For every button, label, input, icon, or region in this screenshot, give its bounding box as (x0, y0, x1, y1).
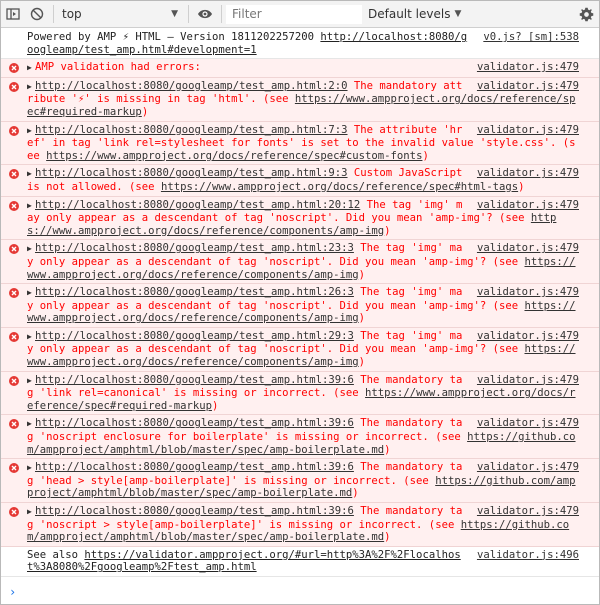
error-icon (9, 63, 19, 73)
error-icon (9, 419, 19, 429)
message-text: See also (27, 548, 85, 561)
console-toolbar (1, 1, 599, 28)
message-text-tail: ) (518, 180, 525, 193)
message-source-link[interactable]: validator.js:496 (476, 548, 579, 561)
error-icon (9, 376, 19, 386)
expand-triangle-icon[interactable]: ▶ (27, 63, 32, 73)
execution-context-label: top (62, 7, 82, 21)
message-text: The attribute 'href' in tag 'link rel=stylesheet for fonts' is set to the invalid value 'style.css'. (see (27, 123, 576, 162)
message-source-link[interactable]: validator.js:479 (476, 329, 579, 342)
expand-triangle-icon[interactable]: ▶ (27, 169, 32, 179)
docs-reference-link[interactable]: https://www.ampproject.org/docs/reference/spec#required-markup (27, 93, 576, 118)
error-location-link[interactable]: http://localhost:8080/googleamp/test_amp.html:23:3 (35, 242, 354, 255)
console-error-message[interactable] (1, 197, 599, 241)
docs-reference-link[interactable]: https://www.ampproject.org/docs/reference/components/amp-img (27, 299, 576, 325)
toolbar-divider (188, 5, 189, 23)
console-error-message[interactable] (1, 372, 599, 416)
message-source-link[interactable]: validator.js:479 (476, 461, 579, 474)
error-icon (9, 126, 19, 136)
message-source-link[interactable]: validator.js:479 (476, 286, 579, 299)
docs-reference-link[interactable]: https://www.ampproject.org/docs/reference/components/amp-img (27, 343, 576, 369)
filter-input[interactable] (226, 5, 362, 24)
error-location-link[interactable]: http://localhost:8080/googleamp/test_amp.html:2:0 (35, 79, 348, 92)
message-text: The mandatory attribute '⚡' is missing in tag 'html'. (see (27, 79, 463, 106)
chevron-down-icon: ▼ (171, 9, 178, 19)
console-error-message[interactable] (1, 415, 599, 459)
message-text-tail: ) (384, 224, 391, 237)
error-location-link[interactable]: http://localhost:8080/googleamp/test_amp.html:9:3 (35, 167, 348, 180)
message-text-tail: ) (352, 487, 359, 500)
toolbar-divider (53, 5, 54, 23)
message-url-link[interactable]: http://localhost:8080/googleamp/test_amp.html#development=1 (27, 31, 468, 56)
message-source-link[interactable]: validator.js:479 (476, 198, 579, 211)
chevron-down-icon: ▼ (454, 9, 462, 19)
log-levels-select[interactable] (368, 7, 461, 21)
console-see-also-message (1, 547, 599, 577)
message-text: The mandatory tag 'noscript enclosure for boilerplate' is missing or incorrect. (see (27, 417, 468, 444)
expand-triangle-icon[interactable]: ▶ (27, 331, 32, 341)
eye-icon (197, 8, 213, 20)
error-icon (9, 169, 19, 179)
error-location-link[interactable]: http://localhost:8080/googleamp/test_amp.html:39:6 (35, 373, 354, 386)
message-text-tail: ) (358, 356, 366, 369)
console-error-message[interactable] (1, 240, 599, 284)
console-error-message[interactable] (1, 78, 599, 122)
message-text: The tag 'img' may only appear as a descendant of tag 'noscript'. Did you mean 'amp-img'? (see (27, 242, 525, 268)
error-location-link[interactable]: http://localhost:8080/googleamp/test_amp.html:29:3 (35, 329, 354, 342)
message-source-link[interactable]: validator.js:479 (476, 61, 579, 74)
error-icon (9, 507, 19, 517)
log-levels-label: Default levels (368, 7, 451, 21)
expand-triangle-icon[interactable]: ▶ (27, 463, 32, 473)
error-icon (9, 82, 19, 92)
message-text: The tag 'img' may only appear as a descendant of tag 'noscript'. Did you mean 'amp-img'? (see (27, 329, 525, 356)
execution-context-select[interactable] (58, 4, 184, 24)
error-icon (9, 288, 19, 298)
error-location-link[interactable]: http://localhost:8080/googleamp/test_amp.html:39:6 (35, 505, 354, 517)
error-location-link[interactable]: http://localhost:8080/googleamp/test_amp.html:39:6 (35, 461, 354, 474)
message-text: The mandatory tag 'head > style[amp-boilerplate]' is missing or incorrect. (see (27, 461, 463, 487)
expand-triangle-icon[interactable]: ▶ (27, 81, 32, 91)
message-source-link[interactable]: validator.js:479 (476, 242, 579, 255)
error-icon (9, 332, 19, 342)
error-location-link[interactable]: http://localhost:8080/googleamp/test_amp.html:39:6 (35, 417, 354, 430)
expand-triangle-icon[interactable]: ▶ (27, 125, 32, 135)
message-source-link[interactable]: validator.js:479 (476, 79, 579, 92)
message-text: The mandatory tag 'noscript > style[amp-boilerplate]' is missing or incorrect. (see (27, 505, 463, 531)
live-expression-button[interactable] (193, 2, 217, 26)
console-info-message (1, 29, 599, 59)
message-text: Custom JavaScript is not allowed. (see (27, 167, 463, 193)
expand-triangle-icon[interactable]: ▶ (27, 288, 32, 298)
show-sidebar-button[interactable] (1, 2, 25, 26)
console-error-message[interactable] (1, 165, 599, 196)
message-text-tail: ) (358, 268, 366, 281)
gear-icon (579, 7, 594, 22)
prompt-chevron-icon: › (9, 585, 17, 599)
expand-triangle-icon[interactable]: ▶ (27, 244, 32, 254)
expand-triangle-icon[interactable]: ▶ (27, 507, 32, 516)
expand-triangle-icon[interactable]: ▶ (27, 375, 32, 385)
expand-triangle-icon[interactable]: ▶ (27, 419, 32, 429)
message-source-link[interactable]: validator.js:479 (476, 505, 579, 517)
error-message-list (1, 78, 599, 547)
error-icon (9, 463, 19, 473)
message-text-tail: ) (384, 443, 391, 456)
docs-reference-link[interactable]: https://www.ampproject.org/docs/reference/spec#required-markup (27, 387, 576, 412)
message-source-link[interactable]: v0.js? [sm]:538 (483, 31, 579, 43)
clear-block-icon (30, 7, 44, 21)
error-location-link[interactable]: http://localhost:8080/googleamp/test_amp.html:20:12 (35, 198, 361, 211)
message-text-tail: ) (422, 149, 429, 162)
message-source-link[interactable]: validator.js:479 (476, 123, 579, 136)
console-error-message[interactable] (1, 122, 599, 166)
clear-console-button[interactable] (25, 2, 49, 26)
console-error-message[interactable] (1, 459, 599, 503)
message-text: AMP validation had errors: (35, 61, 201, 74)
sidebar-toggle-icon (6, 7, 20, 21)
message-source-link[interactable]: validator.js:479 (476, 417, 579, 430)
message-text: The mandatory tag 'link rel=canonical' is missing or incorrect. (see (27, 373, 463, 400)
expand-triangle-icon[interactable]: ▶ (27, 200, 32, 210)
docs-reference-link[interactable]: https://github.com/ampproject/amphtml/blob/master/spec/amp-boilerplate.md (27, 431, 576, 456)
message-source-link[interactable]: validator.js:479 (476, 167, 579, 180)
docs-reference-link[interactable]: https://www.ampproject.org/docs/reference/spec#html-tags (160, 180, 519, 193)
validator-url-link[interactable]: https://validator.ampproject.org/#url=http%3A%2F%2Flocalhost%3A8080%2Fgoogleamp%2Ftest_amp.html (27, 548, 461, 574)
console-settings-button[interactable] (575, 3, 597, 25)
docs-reference-link[interactable]: https://github.com/ampproject/amphtml/blob/master/spec/amp-boilerplate.md (27, 518, 570, 544)
message-text-tail: ) (384, 531, 391, 544)
toolbar-divider (221, 5, 222, 23)
console-error-message[interactable] (1, 503, 599, 547)
docs-reference-link[interactable]: https://www.ampproject.org/docs/reference/spec#custom-fonts (46, 149, 423, 162)
message-text: Powered by AMP ⚡ HTML – Version 1811202257200 (27, 31, 321, 43)
message-source-link[interactable]: validator.js:479 (476, 373, 579, 386)
console-prompt[interactable] (1, 585, 599, 601)
error-location-link[interactable]: http://localhost:8080/googleamp/test_amp.html:26:3 (35, 286, 354, 299)
error-icon (9, 201, 19, 211)
error-icon (9, 244, 19, 254)
console-messages (1, 29, 599, 577)
console-error-message[interactable] (1, 284, 599, 328)
message-text-tail: ) (358, 312, 366, 325)
docs-reference-link[interactable]: https://github.com/ampproject/amphtml/blob/master/spec/amp-boilerplate.md (27, 474, 576, 500)
message-text: The tag 'img' may only appear as a descendant of tag 'noscript'. Did you mean 'amp-img'? (see (27, 286, 525, 312)
console-error-summary[interactable] (1, 59, 599, 78)
message-text-tail: ) (141, 105, 149, 118)
message-text-tail: ) (211, 399, 219, 412)
docs-reference-link[interactable]: https://www.ampproject.org/docs/reference/components/amp-img (27, 255, 576, 281)
message-text: The tag 'img' may only appear as a descendant of tag 'noscript'. Did you mean 'amp-img'? (see (27, 198, 531, 225)
error-location-link[interactable]: http://localhost:8080/googleamp/test_amp.html:7:3 (35, 123, 348, 136)
console-error-message[interactable] (1, 328, 599, 372)
docs-reference-link[interactable]: https://www.ampproject.org/docs/reference/components/amp-img (27, 212, 557, 237)
